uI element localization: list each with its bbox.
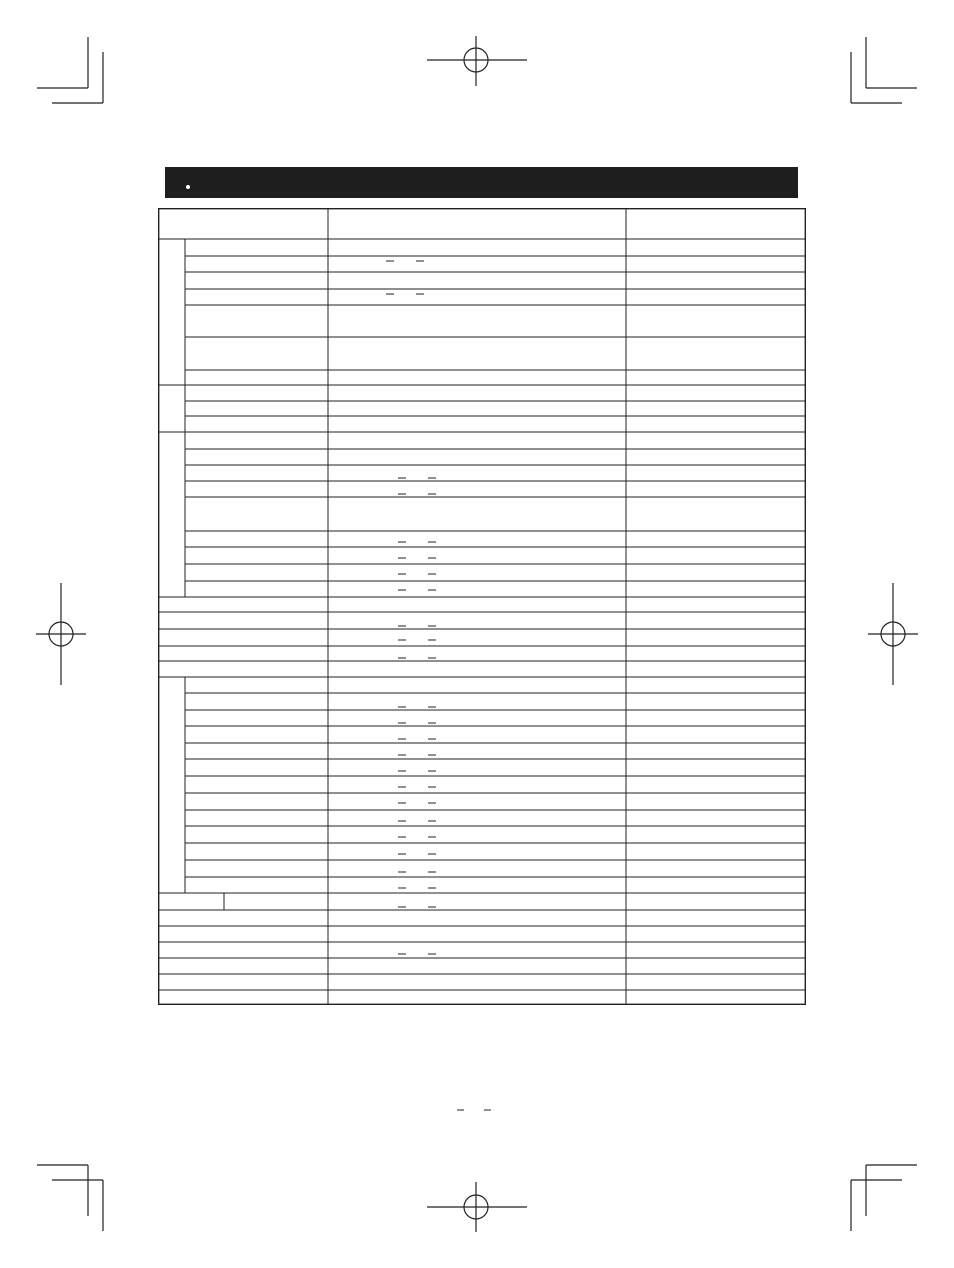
- specifications-table: [158, 208, 806, 1005]
- table-border: [159, 209, 806, 1005]
- section-header-bar: [165, 167, 798, 198]
- bullet-icon: [186, 185, 190, 189]
- page-number: [455, 1104, 505, 1118]
